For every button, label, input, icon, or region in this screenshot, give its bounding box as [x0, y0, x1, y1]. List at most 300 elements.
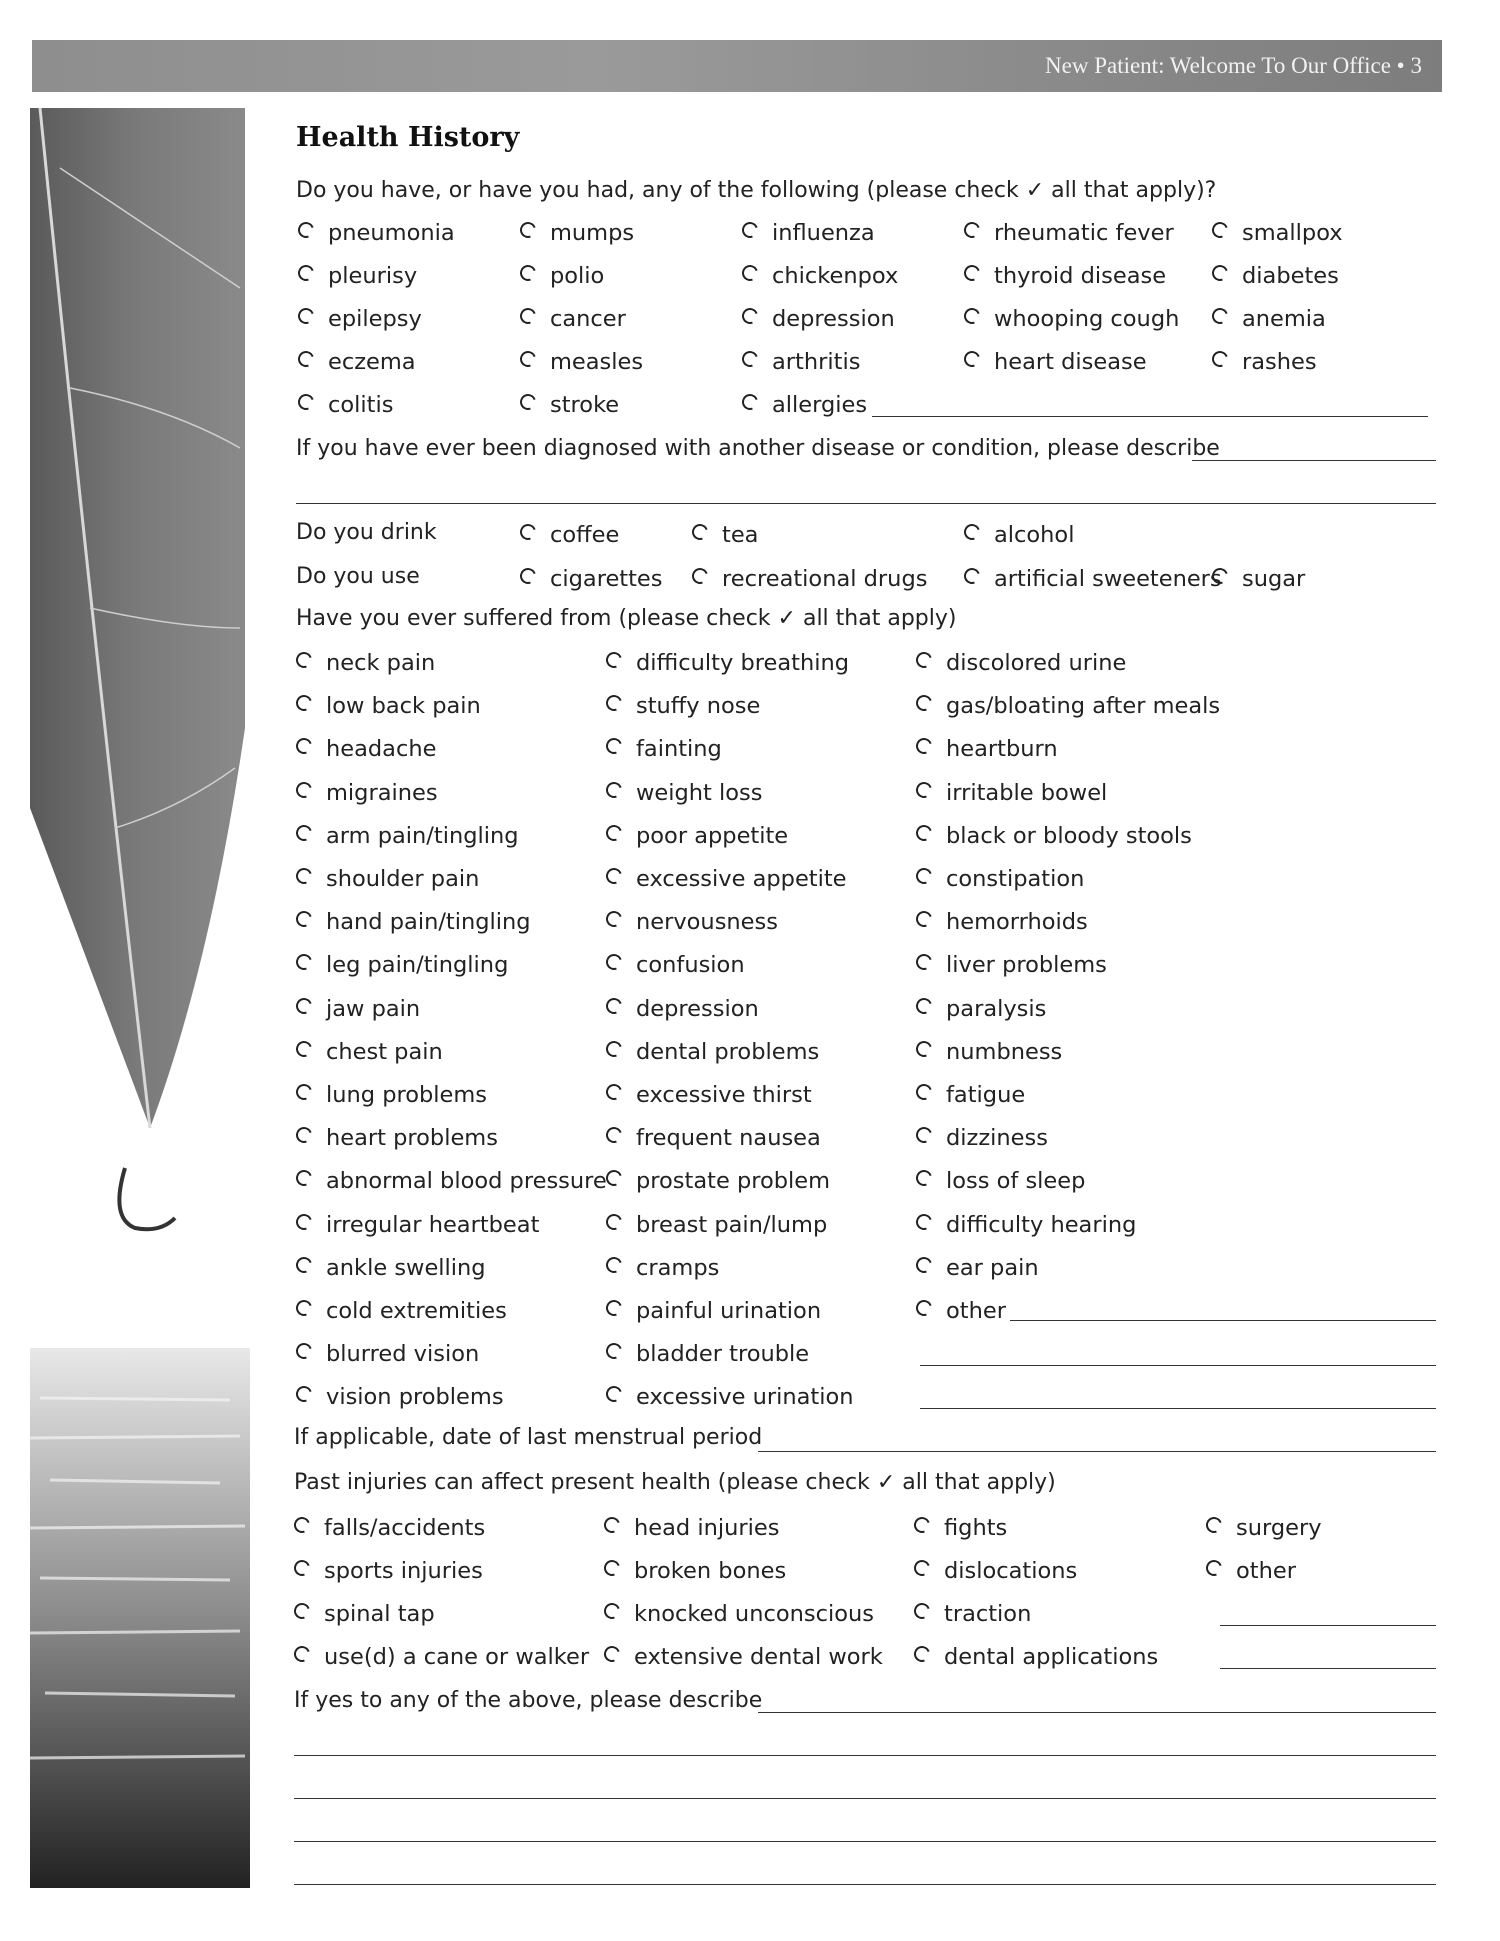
checkbox-option[interactable]: [964, 306, 1179, 332]
option-label: chest pain: [326, 1038, 443, 1065]
option-label: poor appetite: [636, 822, 789, 849]
checkbox-circle-icon[interactable]: [603, 952, 624, 973]
checkbox-option[interactable]: [914, 1515, 1007, 1541]
checkbox-option[interactable]: [964, 566, 1222, 592]
checkbox-option[interactable]: [296, 1255, 486, 1281]
checkbox-circle-icon[interactable]: [913, 693, 934, 714]
checkbox-option[interactable]: [1212, 306, 1326, 332]
option-label: artificial sweeteners: [994, 566, 1222, 592]
checkbox-option[interactable]: [964, 263, 1166, 289]
option-label: gas/bloating after meals: [946, 693, 1221, 720]
option-label: eczema: [328, 349, 416, 375]
checkbox-option[interactable]: [604, 1601, 874, 1627]
checkbox-option[interactable]: [692, 566, 927, 592]
option-label: heart disease: [994, 349, 1147, 375]
q3-describe-prompt: If yes to any of the above, please describe: [294, 1688, 763, 1713]
checkbox-option[interactable]: [604, 1558, 786, 1584]
checkbox-option[interactable]: [296, 996, 420, 1022]
checkbox-option[interactable]: [520, 392, 619, 418]
checkbox-circle-icon[interactable]: [517, 391, 538, 412]
check-circle-icon: ✓: [777, 606, 796, 631]
option-label: black or bloody stools: [946, 822, 1192, 849]
checkbox-circle-icon[interactable]: [293, 736, 314, 757]
checkbox-option[interactable]: [520, 220, 634, 246]
checkbox-option[interactable]: [296, 1125, 498, 1151]
checkbox-option[interactable]: [606, 693, 760, 719]
checkbox-circle-icon[interactable]: [603, 693, 624, 714]
checkbox-circle-icon[interactable]: [603, 1125, 624, 1146]
option-label: epilepsy: [328, 306, 422, 332]
option-label: knocked unconscious: [634, 1601, 874, 1627]
checkbox-option[interactable]: [916, 909, 1088, 935]
checkbox-circle-icon[interactable]: [913, 1211, 934, 1232]
option-label: constipation: [946, 866, 1085, 892]
option-label: coffee: [550, 522, 620, 548]
option-label: smallpox: [1242, 220, 1343, 246]
checkbox-circle-icon[interactable]: [603, 1297, 624, 1318]
checkbox-circle-icon[interactable]: [517, 262, 538, 283]
option-label: rashes: [1242, 349, 1317, 375]
checkbox-option[interactable]: [916, 1125, 1048, 1151]
checkbox-circle-icon[interactable]: [913, 952, 934, 973]
checkbox-option[interactable]: [964, 220, 1174, 246]
option-label: prostate problem: [636, 1168, 831, 1195]
checkbox-option[interactable]: [916, 693, 1220, 719]
checkbox-option[interactable]: [296, 736, 436, 762]
checkbox-circle-icon[interactable]: [603, 1341, 624, 1362]
checkbox-option[interactable]: [520, 306, 626, 332]
checkbox-circle-icon[interactable]: [291, 1643, 312, 1664]
checkbox-circle-icon[interactable]: [293, 822, 314, 843]
option-label: leg pain/tingling: [326, 952, 509, 979]
option-label: surgery: [1236, 1515, 1322, 1541]
option-label: headache: [326, 736, 437, 763]
checkbox-circle-icon[interactable]: [601, 1557, 622, 1578]
checkbox-option[interactable]: [606, 780, 762, 806]
checkbox-option[interactable]: [606, 909, 778, 935]
option-label: other: [1236, 1558, 1296, 1584]
checkbox-option[interactable]: [916, 1039, 1062, 1065]
describe-line-3[interactable]: [294, 1798, 1436, 1799]
checkbox-circle-icon[interactable]: [739, 391, 760, 412]
option-label: cigarettes: [550, 566, 663, 592]
option-label: dizziness: [946, 1125, 1048, 1152]
checkbox-circle-icon[interactable]: [293, 693, 314, 714]
option-label: nervousness: [636, 909, 778, 936]
option-label: blurred vision: [326, 1341, 480, 1368]
checkbox-circle-icon[interactable]: [603, 1038, 624, 1059]
checkbox-option[interactable]: [916, 866, 1084, 892]
q1-other-line-2[interactable]: [296, 503, 1436, 504]
option-label: migraines: [326, 779, 438, 806]
option-label: use(d) a cane or walker: [324, 1644, 590, 1670]
checkbox-circle-icon[interactable]: [293, 1384, 314, 1405]
other-symptom-line-3[interactable]: [920, 1408, 1436, 1409]
checkbox-option[interactable]: [296, 909, 531, 935]
option-label: shoulder pain: [326, 866, 480, 892]
checkbox-option[interactable]: [914, 1644, 1158, 1670]
checkbox-circle-icon[interactable]: [601, 1514, 622, 1535]
checkbox-option[interactable]: [606, 650, 849, 676]
other-symptom-line[interactable]: [1010, 1320, 1436, 1321]
option-label: diabetes: [1242, 263, 1339, 289]
checkbox-circle-icon[interactable]: [913, 1081, 934, 1102]
checkbox-option[interactable]: [916, 996, 1046, 1022]
q2-prompt: Have you ever suffered from (please check ✓ all that apply): [296, 606, 957, 631]
option-label: ankle swelling: [326, 1254, 486, 1281]
checkbox-option[interactable]: [606, 866, 847, 892]
option-label: loss of sleep: [946, 1168, 1086, 1195]
checkbox-option[interactable]: [296, 1082, 487, 1108]
checkbox-circle-icon[interactable]: [913, 1125, 934, 1146]
checkbox-option[interactable]: [294, 1515, 485, 1541]
option-label: arthritis: [772, 349, 861, 375]
checkbox-circle-icon[interactable]: [293, 865, 314, 886]
option-label: colitis: [328, 392, 394, 418]
checkbox-circle-icon[interactable]: [961, 305, 982, 326]
option-label: excessive appetite: [636, 866, 847, 892]
option-label: stroke: [550, 392, 620, 418]
checkbox-option[interactable]: [520, 522, 619, 548]
checkbox-circle-icon[interactable]: [913, 822, 934, 843]
checkbox-option[interactable]: [604, 1515, 779, 1541]
checkbox-circle-icon[interactable]: [913, 1168, 934, 1189]
checkbox-option[interactable]: [916, 780, 1107, 806]
checkbox-option[interactable]: [296, 693, 481, 719]
option-label: other: [946, 1298, 1006, 1324]
checkbox-circle-icon[interactable]: [291, 1514, 312, 1535]
checkbox-circle-icon[interactable]: [293, 1168, 314, 1189]
checkbox-option[interactable]: [296, 823, 519, 849]
describe-line-4[interactable]: [294, 1841, 1436, 1842]
option-label: difficulty breathing: [636, 650, 850, 676]
checkbox-circle-icon[interactable]: [517, 348, 538, 369]
checkbox-circle-icon[interactable]: [293, 995, 314, 1016]
checkbox-circle-icon[interactable]: [603, 1384, 624, 1405]
checkbox-circle-icon[interactable]: [291, 1600, 312, 1621]
option-label: dislocations: [944, 1558, 1078, 1584]
option-label: cancer: [550, 306, 626, 332]
checkbox-circle-icon[interactable]: [689, 521, 710, 542]
other-symptom-line-2[interactable]: [920, 1365, 1436, 1366]
checkbox-circle-icon[interactable]: [911, 1643, 932, 1664]
option-label: sports injuries: [324, 1558, 483, 1584]
checkbox-circle-icon[interactable]: [739, 305, 760, 326]
checkbox-option[interactable]: [294, 1644, 589, 1670]
checkbox-circle-icon[interactable]: [517, 565, 538, 586]
checkbox-option[interactable]: [296, 1298, 507, 1324]
option-label: heart problems: [326, 1125, 498, 1152]
checkbox-option[interactable]: [742, 392, 867, 418]
checkbox-circle-icon[interactable]: [913, 1038, 934, 1059]
option-label: polio: [550, 263, 605, 289]
checkbox-option[interactable]: [742, 263, 898, 289]
option-label: liver problems: [946, 952, 1107, 979]
checkbox-circle-icon[interactable]: [911, 1514, 932, 1535]
option-label: recreational drugs: [722, 566, 928, 592]
describe-line[interactable]: [758, 1712, 1436, 1713]
checkbox-option[interactable]: [914, 1558, 1077, 1584]
checkbox-circle-icon[interactable]: [601, 1600, 622, 1621]
option-label: paralysis: [946, 995, 1047, 1022]
checkbox-circle-icon[interactable]: [291, 1557, 312, 1578]
checkbox-option[interactable]: [916, 736, 1058, 762]
option-label: ear pain: [946, 1254, 1039, 1281]
checkbox-option[interactable]: [916, 650, 1126, 676]
checkbox-circle-icon[interactable]: [293, 1081, 314, 1102]
checkbox-circle-icon[interactable]: [293, 1254, 314, 1275]
checkbox-circle-icon[interactable]: [913, 995, 934, 1016]
menstrual-prompt: If applicable, date of last menstrual period: [294, 1425, 763, 1450]
option-label: painful urination: [636, 1298, 822, 1324]
checkbox-circle-icon[interactable]: [293, 909, 314, 930]
checkbox-option[interactable]: [298, 392, 393, 418]
checkbox-option[interactable]: [606, 1255, 719, 1281]
checkbox-option[interactable]: [606, 1125, 821, 1151]
check-circle-icon: ✓: [1025, 178, 1045, 203]
option-label: discolored urine: [946, 650, 1127, 676]
checkbox-option[interactable]: [606, 952, 745, 978]
q3-prompt: Past injuries can affect present health (please check ✓ all that apply): [294, 1470, 1056, 1495]
injury-other-line-2[interactable]: [1220, 1668, 1436, 1669]
checkbox-circle-icon[interactable]: [1203, 1557, 1224, 1578]
checkbox-option[interactable]: [1212, 566, 1305, 592]
checkbox-option[interactable]: [606, 736, 722, 762]
checkbox-option[interactable]: [296, 1039, 443, 1065]
option-label: excessive thirst: [636, 1082, 812, 1108]
checkbox-option[interactable]: [606, 1082, 812, 1108]
checkbox-circle-icon[interactable]: [293, 1038, 314, 1059]
option-label: falls/accidents: [324, 1515, 486, 1541]
checkbox-option[interactable]: [916, 1212, 1136, 1238]
drink-label: Do you drink: [296, 520, 437, 545]
allergies-line[interactable]: [872, 416, 1428, 417]
checkbox-circle-icon[interactable]: [1209, 565, 1230, 586]
option-label: dental applications: [944, 1644, 1159, 1670]
checkbox-option[interactable]: [294, 1601, 435, 1627]
checkbox-option[interactable]: [1212, 349, 1317, 375]
option-label: broken bones: [634, 1558, 787, 1584]
checkbox-circle-icon[interactable]: [689, 565, 710, 586]
checkbox-circle-icon[interactable]: [295, 305, 316, 326]
checkbox-option[interactable]: [298, 220, 455, 246]
checkbox-circle-icon[interactable]: [603, 736, 624, 757]
leaf-image: [30, 108, 250, 1888]
checkbox-circle-icon[interactable]: [603, 995, 624, 1016]
option-label: mumps: [550, 220, 635, 246]
checkbox-circle-icon[interactable]: [517, 305, 538, 326]
checkbox-option[interactable]: [916, 1168, 1085, 1194]
checkbox-option[interactable]: [692, 522, 758, 548]
checkbox-option[interactable]: [520, 349, 643, 375]
checkbox-circle-icon[interactable]: [603, 1254, 624, 1275]
q1-other-line[interactable]: [1192, 460, 1436, 461]
q1-prompt: Do you have, or have you had, any of the following (please check ✓ all that apply)?: [296, 178, 1217, 203]
checkbox-option[interactable]: [298, 263, 417, 289]
checkbox-option[interactable]: [296, 1212, 539, 1238]
option-label: arm pain/tingling: [326, 822, 519, 849]
checkbox-option[interactable]: [296, 650, 435, 676]
option-label: depression: [772, 306, 895, 332]
checkbox-circle-icon[interactable]: [603, 909, 624, 930]
checkbox-circle-icon[interactable]: [911, 1600, 932, 1621]
option-label: stuffy nose: [636, 693, 761, 720]
checkbox-circle-icon[interactable]: [293, 1341, 314, 1362]
checkbox-circle-icon[interactable]: [517, 219, 538, 240]
checkbox-circle-icon[interactable]: [913, 779, 934, 800]
option-label: cramps: [636, 1254, 720, 1281]
checkbox-circle-icon[interactable]: [1209, 305, 1230, 326]
checkbox-circle-icon[interactable]: [295, 219, 316, 240]
checkbox-option[interactable]: [916, 1298, 1006, 1324]
checkbox-option[interactable]: [914, 1601, 1031, 1627]
checkbox-circle-icon[interactable]: [603, 1081, 624, 1102]
checkbox-circle-icon[interactable]: [601, 1643, 622, 1664]
checkbox-option[interactable]: [296, 780, 438, 806]
checkbox-circle-icon[interactable]: [961, 219, 982, 240]
checkbox-circle-icon[interactable]: [1209, 219, 1230, 240]
checkbox-circle-icon[interactable]: [603, 822, 624, 843]
option-label: influenza: [772, 220, 875, 246]
checkbox-option[interactable]: [964, 522, 1074, 548]
checkbox-circle-icon[interactable]: [603, 1211, 624, 1232]
menstrual-line[interactable]: [758, 1451, 1436, 1452]
use-label: Do you use: [296, 564, 420, 589]
page-title: Health History: [296, 122, 520, 153]
checkbox-circle-icon[interactable]: [1209, 348, 1230, 369]
option-label: sugar: [1242, 566, 1306, 592]
checkbox-option[interactable]: [296, 952, 508, 978]
checkbox-circle-icon[interactable]: [293, 1297, 314, 1318]
checkbox-option[interactable]: [1206, 1515, 1322, 1541]
checkbox-option[interactable]: [742, 349, 860, 375]
checkbox-circle-icon[interactable]: [739, 348, 760, 369]
option-label: dental problems: [636, 1038, 820, 1065]
checkbox-circle-icon[interactable]: [293, 1211, 314, 1232]
checkbox-circle-icon[interactable]: [961, 262, 982, 283]
option-label: traction: [944, 1601, 1032, 1627]
checkbox-circle-icon[interactable]: [1209, 262, 1230, 283]
checkbox-option[interactable]: [296, 866, 479, 892]
checkbox-option[interactable]: [520, 263, 604, 289]
injury-other-line[interactable]: [1220, 1625, 1436, 1626]
checkbox-circle-icon[interactable]: [603, 865, 624, 886]
option-label: irregular heartbeat: [326, 1211, 540, 1238]
checkbox-option[interactable]: [606, 996, 759, 1022]
option-label: alcohol: [994, 522, 1075, 548]
checkbox-option[interactable]: [604, 1644, 883, 1670]
checkbox-option[interactable]: [298, 306, 422, 332]
option-label: rheumatic fever: [994, 220, 1174, 246]
option-label: depression: [636, 995, 759, 1022]
checkbox-option[interactable]: [606, 1039, 819, 1065]
checkbox-option[interactable]: [294, 1558, 483, 1584]
checkbox-option[interactable]: [606, 1212, 827, 1238]
option-label: neck pain: [326, 650, 436, 676]
checkbox-circle-icon[interactable]: [293, 779, 314, 800]
checkbox-circle-icon[interactable]: [911, 1557, 932, 1578]
describe-line-5[interactable]: [294, 1884, 1436, 1885]
option-label: spinal tap: [324, 1601, 435, 1627]
option-label: irritable bowel: [946, 779, 1108, 806]
option-label: allergies: [772, 392, 868, 418]
option-label: measles: [550, 349, 644, 375]
option-label: head injuries: [634, 1515, 780, 1541]
checkbox-option[interactable]: [606, 1341, 809, 1367]
checkbox-option[interactable]: [742, 220, 875, 246]
checkbox-circle-icon[interactable]: [293, 952, 314, 973]
checkbox-circle-icon[interactable]: [913, 909, 934, 930]
checkbox-circle-icon[interactable]: [295, 391, 316, 412]
checkbox-circle-icon[interactable]: [1203, 1514, 1224, 1535]
checkbox-circle-icon[interactable]: [961, 348, 982, 369]
checkbox-option[interactable]: [296, 1168, 607, 1194]
checkbox-option[interactable]: [606, 1384, 854, 1410]
option-label: vision problems: [326, 1384, 504, 1411]
checkbox-circle-icon[interactable]: [293, 1125, 314, 1146]
checkbox-circle-icon[interactable]: [913, 1297, 934, 1318]
checkbox-option[interactable]: [964, 349, 1147, 375]
option-label: excessive urination: [636, 1384, 854, 1411]
option-label: abnormal blood pressure: [326, 1168, 607, 1195]
checkbox-option[interactable]: [296, 1341, 479, 1367]
checkbox-circle-icon[interactable]: [295, 262, 316, 283]
checkbox-circle-icon[interactable]: [295, 348, 316, 369]
checkbox-option[interactable]: [1212, 263, 1339, 289]
checkbox-circle-icon[interactable]: [293, 649, 314, 670]
checkbox-option[interactable]: [742, 306, 895, 332]
option-label: numbness: [946, 1038, 1063, 1065]
checkbox-circle-icon[interactable]: [913, 1254, 934, 1275]
option-label: fainting: [636, 736, 722, 763]
checkbox-option[interactable]: [606, 823, 788, 849]
option-label: pleurisy: [328, 263, 418, 289]
option-label: difficulty hearing: [946, 1211, 1137, 1238]
checkbox-circle-icon[interactable]: [739, 262, 760, 283]
checkbox-circle-icon[interactable]: [913, 865, 934, 886]
checkbox-option[interactable]: [916, 1255, 1039, 1281]
option-label: confusion: [636, 952, 745, 979]
checkbox-circle-icon[interactable]: [517, 521, 538, 542]
option-label: heartburn: [946, 736, 1058, 763]
checkbox-circle-icon[interactable]: [913, 736, 934, 757]
checkbox-circle-icon[interactable]: [603, 779, 624, 800]
checkbox-option[interactable]: [606, 1168, 830, 1194]
checkbox-option[interactable]: [916, 823, 1192, 849]
checkbox-option[interactable]: [1212, 220, 1343, 246]
checkbox-option[interactable]: [298, 349, 416, 375]
checkbox-circle-icon[interactable]: [739, 219, 760, 240]
checkbox-circle-icon[interactable]: [603, 649, 624, 670]
checkbox-option[interactable]: [606, 1298, 821, 1324]
check-circle-icon: ✓: [876, 1470, 896, 1495]
checkbox-circle-icon[interactable]: [961, 565, 982, 586]
checkbox-option[interactable]: [1206, 1558, 1296, 1584]
checkbox-option[interactable]: [296, 1384, 504, 1410]
checkbox-circle-icon[interactable]: [961, 521, 982, 542]
option-label: lung problems: [326, 1082, 488, 1108]
checkbox-circle-icon[interactable]: [603, 1168, 624, 1189]
checkbox-circle-icon[interactable]: [913, 649, 934, 670]
option-label: low back pain: [326, 693, 481, 720]
checkbox-option[interactable]: [520, 566, 663, 592]
option-label: thyroid disease: [994, 263, 1167, 289]
checkbox-option[interactable]: [916, 952, 1107, 978]
describe-line-2[interactable]: [294, 1755, 1436, 1756]
checkbox-option[interactable]: [916, 1082, 1025, 1108]
option-label: chickenpox: [772, 263, 899, 289]
option-label: weight loss: [636, 779, 763, 806]
